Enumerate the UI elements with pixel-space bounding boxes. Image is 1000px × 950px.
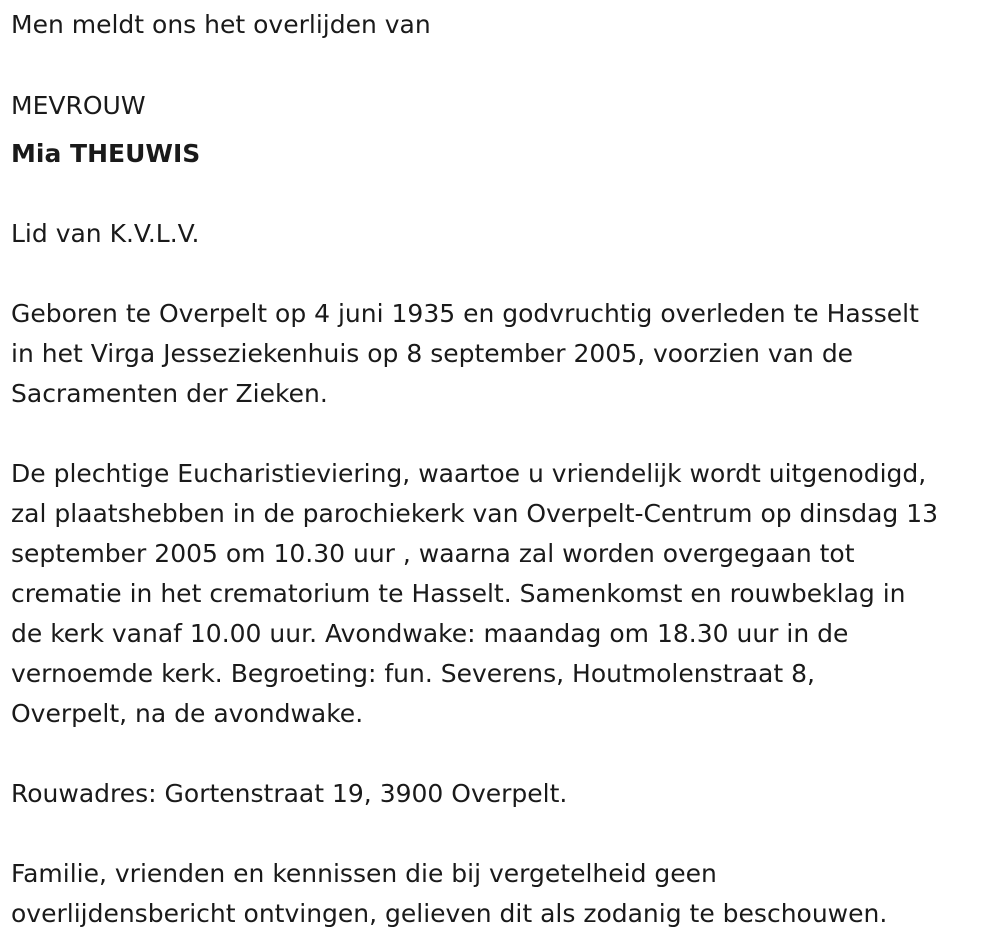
intro-line: Men meldt ons het overlijden van: [11, 10, 431, 39]
honorific-title: MEVROUW: [11, 91, 146, 120]
closing-line: Familie, vrienden en kennissen die bij vergetelheid geen: [11, 859, 717, 888]
closing-line: overlijdensbericht ontvingen, gelieven dit als zodanig te beschouwen.: [11, 899, 888, 928]
birth-death-line: in het Virga Jesseziekenhuis op 8 september 2005, voorzien van de: [11, 339, 854, 368]
ceremony-line: Overpelt, na de avondwake.: [11, 699, 364, 728]
ceremony-line: zal plaatshebben in de parochiekerk van Overpelt-Centrum op dinsdag 13: [11, 499, 939, 528]
ceremony-line: de kerk vanaf 10.00 uur. Avondwake: maandag om 18.30 uur in de: [11, 619, 849, 648]
deceased-name: Mia THEUWIS: [11, 139, 201, 168]
ceremony-line: crematie in het crematorium te Hasselt. Samenkomst en rouwbeklag in: [11, 579, 906, 608]
birth-death-line: Geboren te Overpelt op 4 juni 1935 en godvruchtig overleden te Hasselt: [11, 299, 919, 328]
ceremony-line: De plechtige Eucharistieviering, waartoe u vriendelijk wordt uitgenodigd,: [11, 459, 927, 488]
membership-line: Lid van K.V.L.V.: [11, 219, 200, 248]
birth-death-line: Sacramenten der Zieken.: [11, 379, 328, 408]
ceremony-line: september 2005 om 10.30 uur , waarna zal worden overgegaan tot: [11, 539, 855, 568]
mourning-address: Rouwadres: Gortenstraat 19, 3900 Overpelt.: [11, 779, 568, 808]
ceremony-line: vernoemde kerk. Begroeting: fun. Severens, Houtmolenstraat 8,: [11, 659, 815, 688]
